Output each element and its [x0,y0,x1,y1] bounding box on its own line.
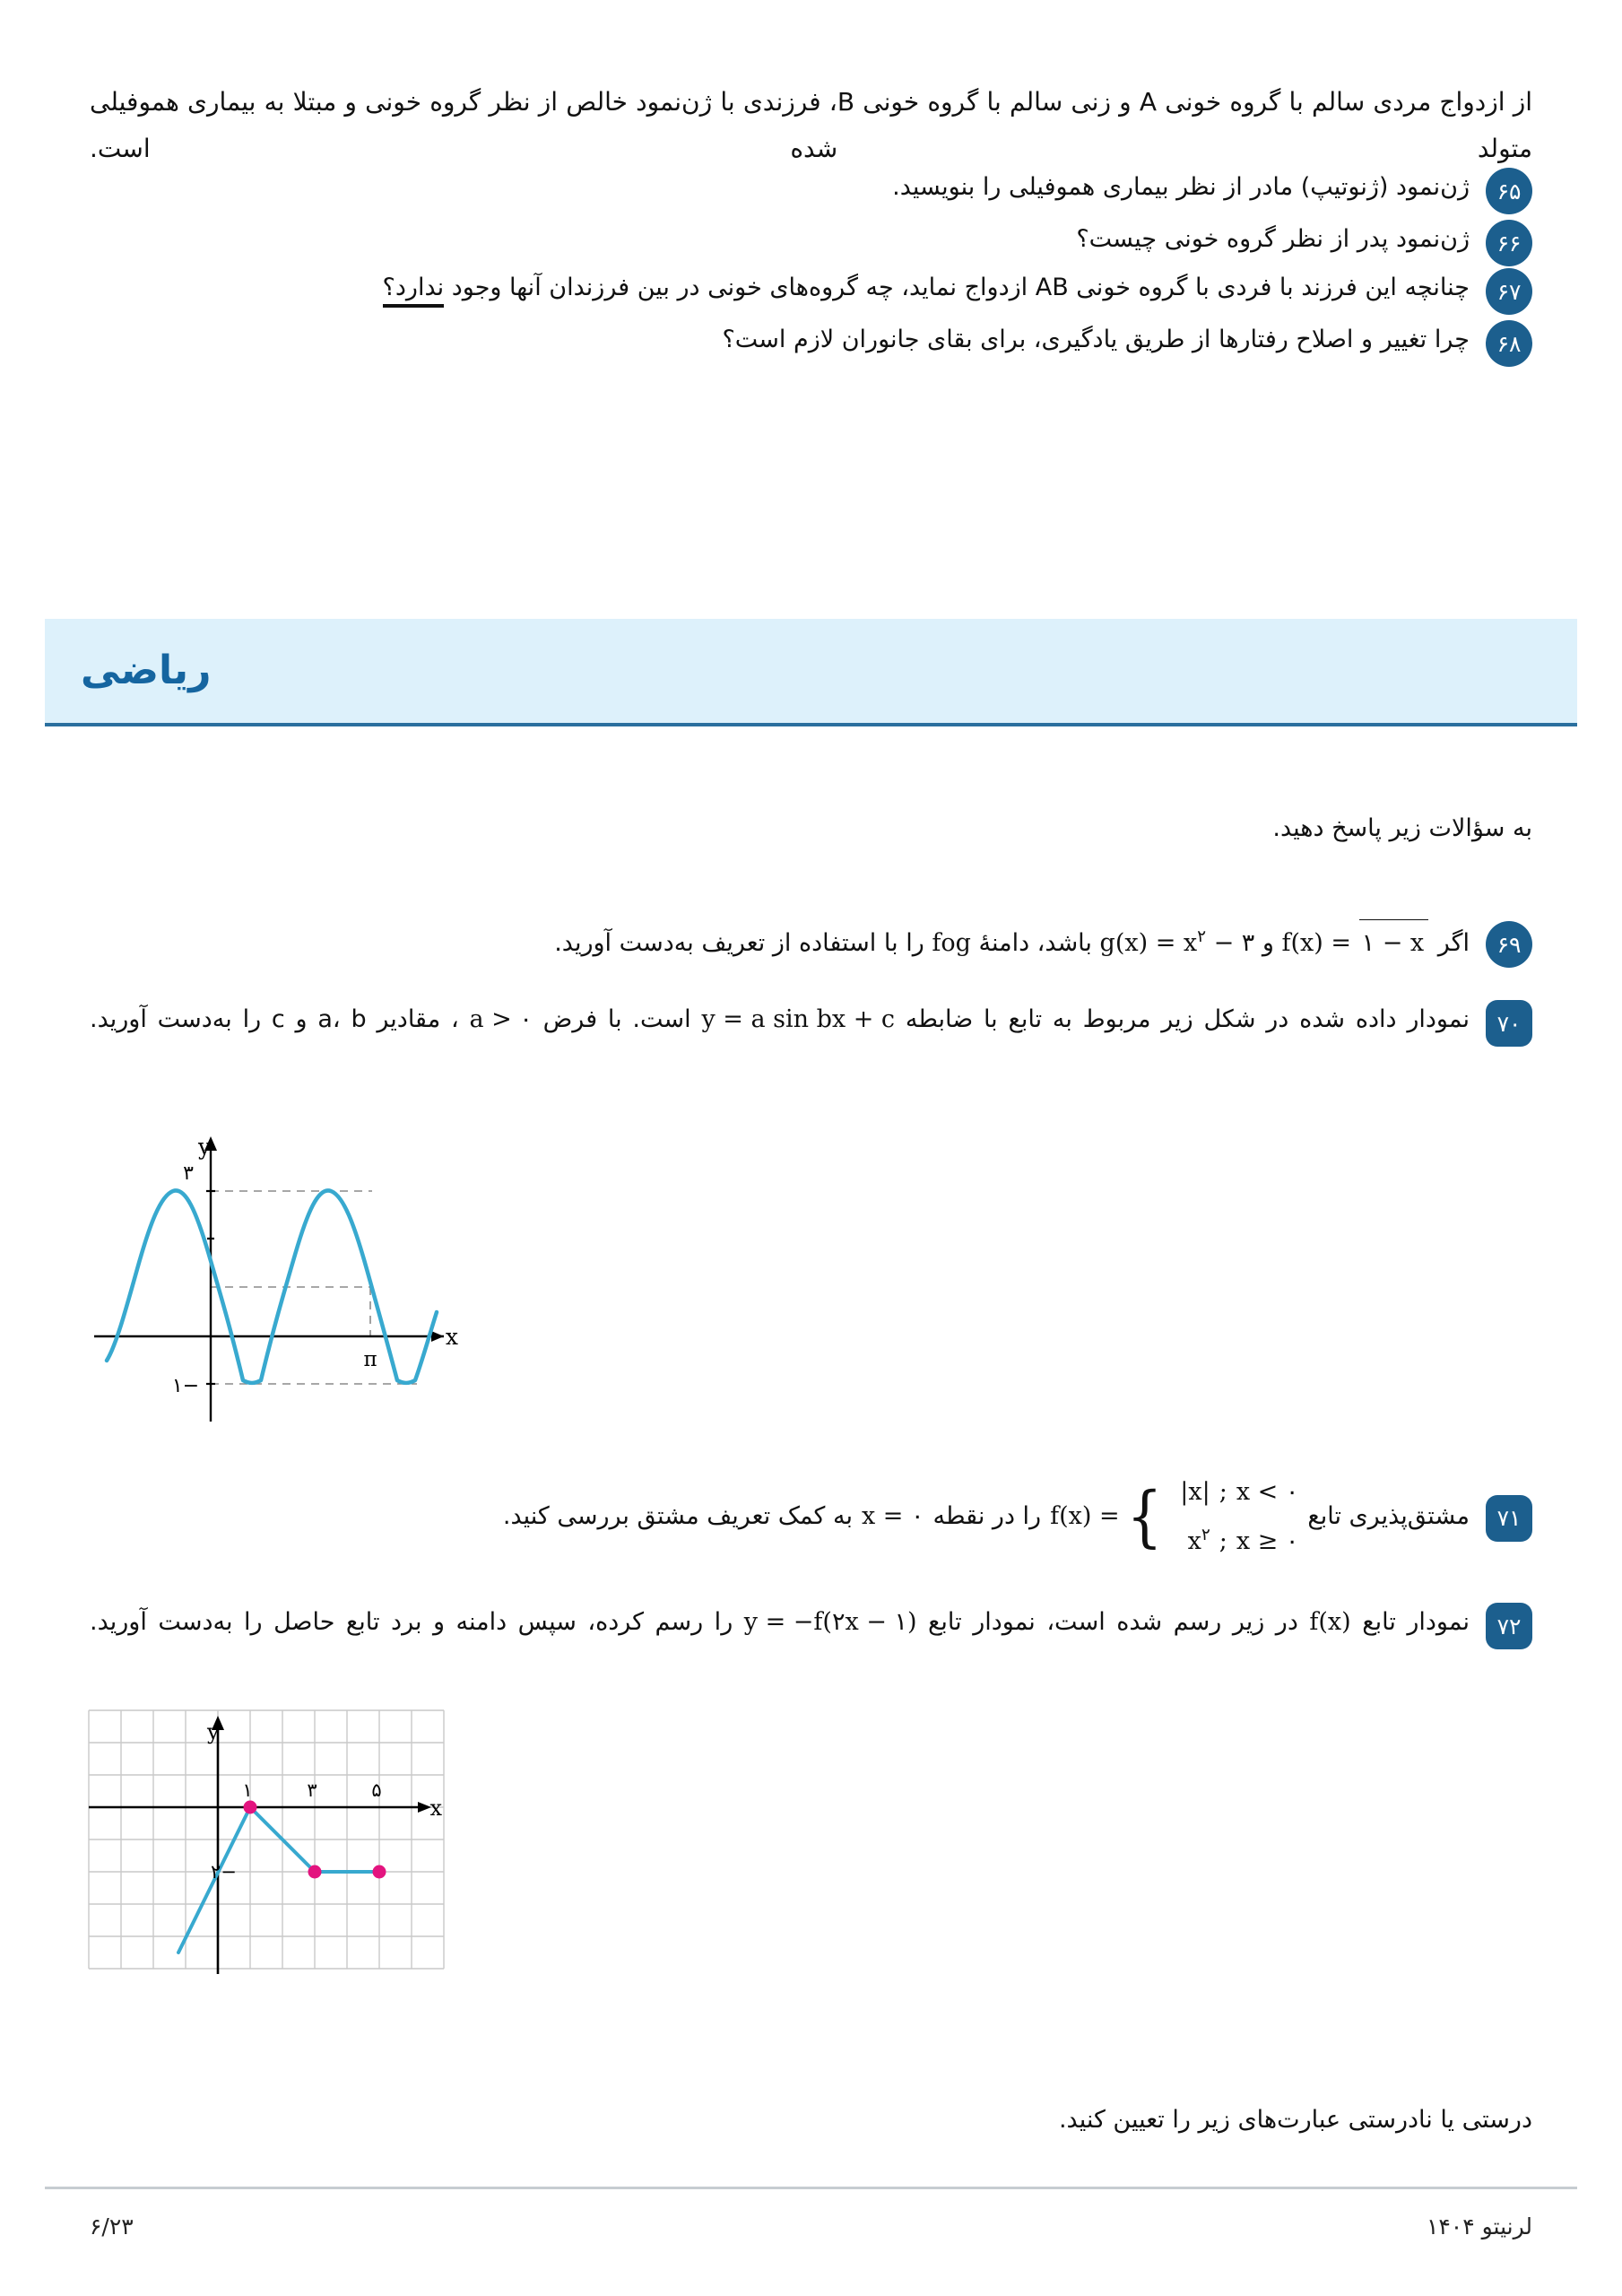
math-section-banner [45,619,1577,726]
figure-sine-graph [67,1126,498,1439]
closing-instruction-text: درستی یا نادرستی عبارت‌های زیر را تعیین کنید. [1058,2106,1532,2134]
footer-brand-label: لرنیتو ۱۴۰۴ [1426,2213,1532,2239]
question-text-72 [90,1601,1470,1645]
graph-grid-lines [89,1710,444,1969]
q71-case-2-sep: ; [1219,1526,1227,1555]
footer-page-number: ۶/۲۳ [90,2213,134,2239]
sine-graph-svg [67,1126,498,1439]
q72-part1: نمودار تابع [1362,1608,1470,1636]
graph-point-3-minus2 [308,1866,322,1879]
q71-left-brace: { [1126,1478,1163,1556]
question-text-70 [90,998,1470,1042]
q71-cases [1169,1471,1299,1563]
question-number-badge-70: ۷۰ [1486,1000,1532,1047]
biology-intro-paragraph: از ازدواج مردی سالم با گروه خونی A و زنی سالم با گروه خونی B، فرزندی با ژن‌نمود خالص از نظر گروه خونی و مبتلا به بیماری هموفیلی متولد شده است. [90,87,1533,163]
sine-y-tick-label-minus1: −۱ [171,1375,200,1397]
sine-x-tick-label-pi: π [363,1348,377,1371]
q71-part2: را در نقطه [932,1502,1042,1531]
question-number-badge-67: ۶۷ [1486,268,1532,315]
q70-part2: است. با فرض [542,1005,691,1033]
q70-part3: ، مقادیر a، b و c را به‌دست آورید. [90,1005,459,1033]
graph-x-tick-label-1: ۱ [242,1779,253,1801]
piecewise-graph-svg [85,1709,507,2058]
question-number-badge-72: ۷۲ [1486,1603,1532,1649]
q71-piecewise-lhs: f(x) = [1050,1502,1120,1531]
q72-formula: y = −f(۲x − ۱) [743,1608,917,1636]
q71-case-1-condition: x < ۰ [1236,1478,1299,1506]
question-row-66 [90,218,1532,266]
question-67-emphasis-nadarad: ندارد؟ [383,274,445,308]
question-67-text-main: چنانچه این فرزند با فردی با گروه خونی AB ازدواج نماید، چه گروه‌های خونی در بین فرزندان آنها وجود [444,274,1470,301]
question-number-badge-71: ۷۱ [1486,1495,1532,1542]
graph-y-axis-label: y [207,1719,220,1744]
sine-axes [94,1136,444,1422]
q71-case-1 [1169,1471,1299,1515]
question-text-69 [90,919,1470,966]
question-row-69 [90,919,1532,968]
graph-x-tick-label-5: ۵ [371,1779,382,1801]
question-number-badge-66: ۶۶ [1486,220,1532,266]
question-row-71 [90,1471,1532,1563]
q71-part3: به کمک تعریف مشتق بررسی کنید. [502,1502,853,1531]
question-text-68: چرا تغییر و اصلاح رفتارها از طریق یادگیری، برای بقای جانوران لازم است؟ [722,326,1470,353]
question-row-65 [90,166,1532,214]
q70-part1: نمودار داده شده در شکل زیر مربوط به تابع با ضابطه [905,1005,1470,1033]
question-number-badge-68: ۶۸ [1486,320,1532,367]
question-text-67 [90,266,1470,310]
question-text-71 [90,1471,1470,1563]
math-instruction-row [90,807,1532,851]
q69-part3: را با استفاده از تعریف به‌دست آورید. [554,929,924,957]
graph-x-axis-label: x [429,1796,442,1821]
graph-point-1-0 [244,1801,257,1814]
math-instruction-text: به سؤالات زیر پاسخ دهید. [1272,814,1532,842]
graph-y-tick-label-minus2: −۲ [211,1861,237,1883]
graph-x-tick-label-3: ۳ [307,1779,317,1801]
figure-piecewise-graph [85,1709,507,2058]
q69-part2: باشد، دامنهٔ [978,929,1092,957]
question-row-70 [90,998,1532,1047]
question-row-72 [90,1601,1532,1649]
q71-point: x = ۰ [862,1502,924,1531]
question-row-67 [90,266,1532,315]
q69-composition: fog [932,929,971,957]
q71-case-1-sep: ; [1219,1478,1227,1506]
q71-case-2 [1169,1520,1299,1564]
sine-y-tick-label-3: ۳ [183,1162,194,1185]
footer-divider [45,2187,1577,2189]
q72-part2: در زیر رسم شده است، نمودار تابع [928,1608,1298,1636]
piecewise-function-path [178,1807,379,1952]
graph-point-5-minus2 [373,1866,386,1879]
sine-y-axis-label: y [198,1134,212,1160]
q72-func: f(x) [1309,1608,1351,1636]
q69-formula-g: $g(x) = x^۲$ − ۳ [1099,927,1255,957]
graph-axes [89,1716,431,1974]
sine-dashed-guides [211,1191,417,1384]
question-text-65: ژن‌نمود (ژنوتیپ) مادر از نظر بیماری هموفیلی را بنویسید. [892,173,1470,201]
math-section-title: ریاضی [81,648,212,693]
q70-formula: y = a sin bx + c [701,1005,896,1033]
question-number-badge-69: ۶۹ [1486,921,1532,968]
q71-case-1-value: |x| [1180,1478,1210,1506]
q71-case-2-value: $x^۲$ [1187,1525,1210,1555]
question-row-68 [90,318,1532,367]
question-text-66: ژن‌نمود پدر از نظر گروه خونی چیست؟ [1076,225,1470,253]
closing-instruction-row [90,2099,1532,2143]
q69-part1: اگر [1437,929,1470,957]
q71-part1: مشتق‌پذیری تابع [1307,1502,1470,1531]
q72-part3: را رسم کرده، سپس دامنه و برد تابع حاصل را به‌دست آورید. [90,1608,733,1636]
q70-condition: a > ۰ [469,1005,533,1033]
q71-case-2-condition: x ≥ ۰ [1236,1526,1299,1555]
q69-formula-f: f(x) = ۱ − x [1282,919,1431,966]
q71-piecewise-function [1050,1471,1298,1563]
q69-conjunction: و [1262,929,1274,957]
question-number-badge-65: ۶۵ [1486,168,1532,214]
sine-x-axis-label: x [445,1324,458,1350]
